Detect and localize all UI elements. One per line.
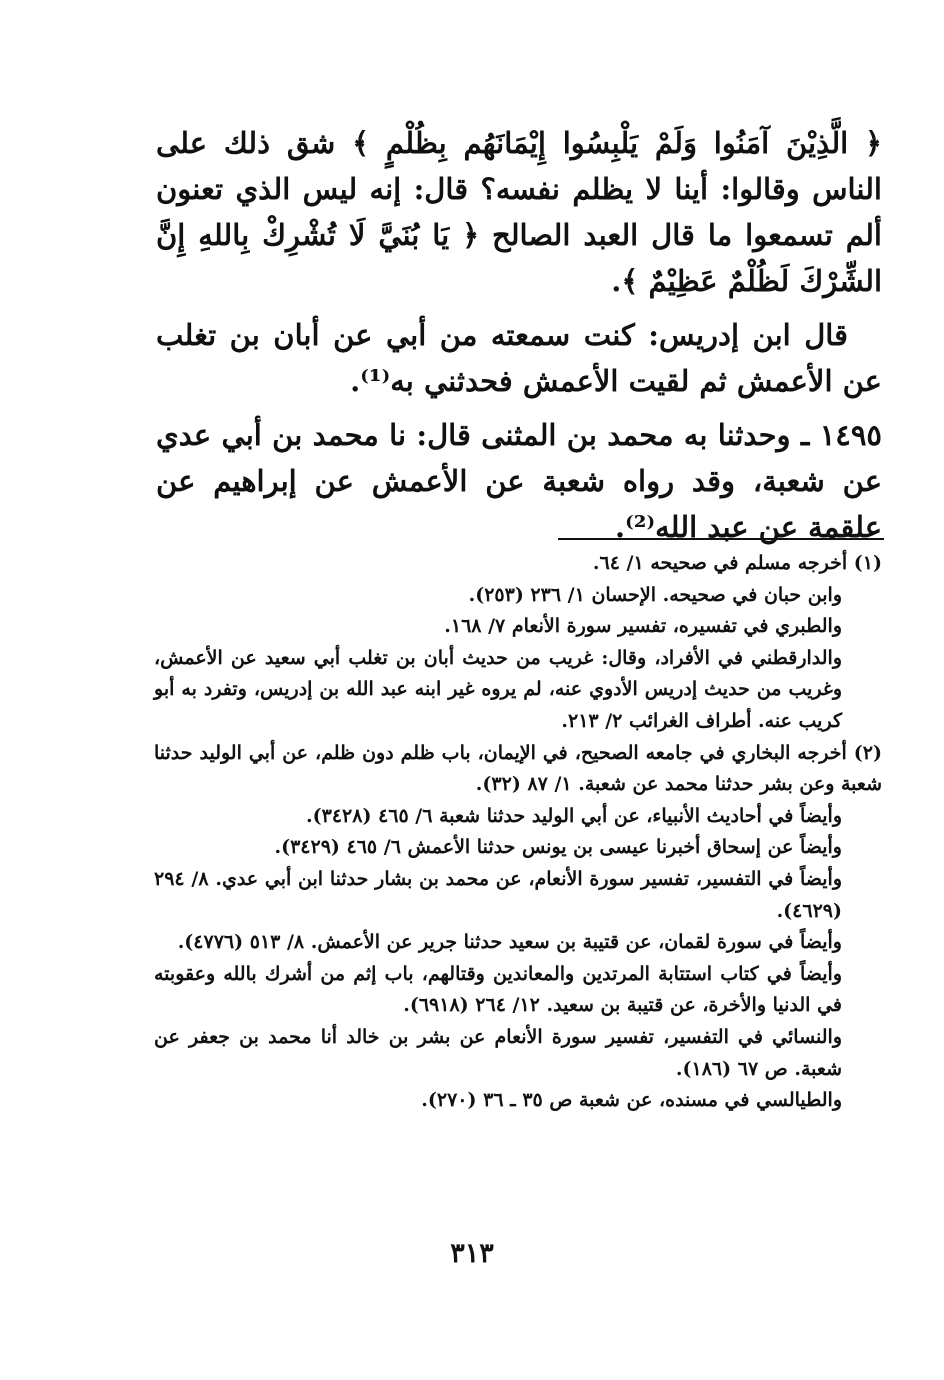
footnote-2: (٢) أخرجه البخاري في جامعه الصحيح، في الإيمان، باب ظلم دون ظلم، عن أبي الوليد حدثنا شعبة وعن بشر حدثنا محمد عن شعبة. ١/ ٨٧ (٣٢). — [154, 741, 882, 796]
footnote-2-line: وأيضاً في التفسير، تفسير سورة الأنعام، عن محمد بن بشار حدثنا ابن أبي عدي. ٨/ ٢٩٤ (٤٦٢٩). — [154, 867, 843, 922]
main-paragraph-2: قال ابن إدريس: كنت سمعته من أبي عن أبان بن تغلب عن الأعمش ثم لقيت الأعمش فحدثني به⁽¹⁾. — [156, 318, 882, 398]
footnote-1-line: والطبري في تفسيره، تفسير سورة الأنعام ٧/ ١٦٨. — [444, 615, 842, 638]
main-paragraph-1: ﴿ الَّذِيْنَ آمَنُوا وَلَمْ يَلْبِسُوا إِيْمَانَهُم بِظُلْمٍ ﴾ شق ذلك على الناس وقالوا: أينا لا يظلم نفسه؟ قال: إنه ليس الذي تعنون ألم تسمعوا ما قال العبد الصالح ﴿ يَا بُنَيَّ لَا تُشْرِكْ بِاللهِ إِنَّ الشِّرْكَ لَظُلْمٌ عَظِيْمٌ ﴾. — [156, 126, 882, 298]
footnote-2-line: وأيضاً في أحاديث الأنبياء، عن أبي الوليد حدثنا شعبة ٦/ ٤٦٥ (٣٤٢٨). — [306, 804, 842, 827]
footnote-2-line: وأيضاً في كتاب استتابة المرتدين والمعاندين وقتالهم، باب إثم من أشرك بالله وعقوبته في الدنيا والأخرة، عن قتيبة بن سعيد. ١٢/ ٢٦٤ (٦٩١٨). — [154, 962, 842, 1017]
main-paragraph-3: ١٤٩٥ ـ وحدثنا به محمد بن المثنى قال: نا محمد بن أبي عدي عن شعبة، وقد رواه شعبة عن الأعمش عن إبراهيم عن علقمة عن عبد الله⁽²⁾. — [156, 418, 882, 544]
footnote-2-line: والطيالسي في مسنده، عن شعبة ص ٣٥ ـ ٣٦ (٢٧٠). — [421, 1089, 842, 1112]
footnote-separator — [558, 538, 884, 540]
footnote-1-line: والدارقطني في الأفراد، وقال: غريب من حديث أبان بن تغلب أبي سعيد عن الأعمش، وغريب من حديث إدريس الأدوي عنه، لم يروه غير ابنه عبد الله بن إدريس، وتفرد به أبو كريب عنه. أطراف الغرائب ٢/ ٢١٣. — [154, 646, 842, 732]
main-text — [156, 120, 882, 550]
footnote-2-line: وأيضاً عن إسحاق أخبرنا عيسى بن يونس حدثنا الأعمش ٦/ ٤٦٥ (٣٤٢٩). — [274, 836, 842, 859]
footnote-2-line: والنسائي في التفسير، تفسير سورة الأنعام عن بشر بن خالد أنا محمد بن جعفر عن شعبة. ص ٦٧ (١٨٦). — [154, 1025, 842, 1080]
page-number: ٣١٣ — [450, 1238, 494, 1269]
footnote-1: (١) أخرجه مسلم في صحيحه ١/ ٦٤. — [592, 552, 882, 574]
footnote-1-line: وابن حبان في صحيحه. الإحسان ١/ ٢٣٦ (٢٥٣). — [468, 583, 842, 606]
footnotes — [154, 548, 882, 1117]
footnote-2-line: وأيضاً في سورة لقمان، عن قتيبة بن سعيد حدثنا جرير عن الأعمش. ٨/ ٥١٣ (٤٧٧٦). — [177, 931, 842, 954]
